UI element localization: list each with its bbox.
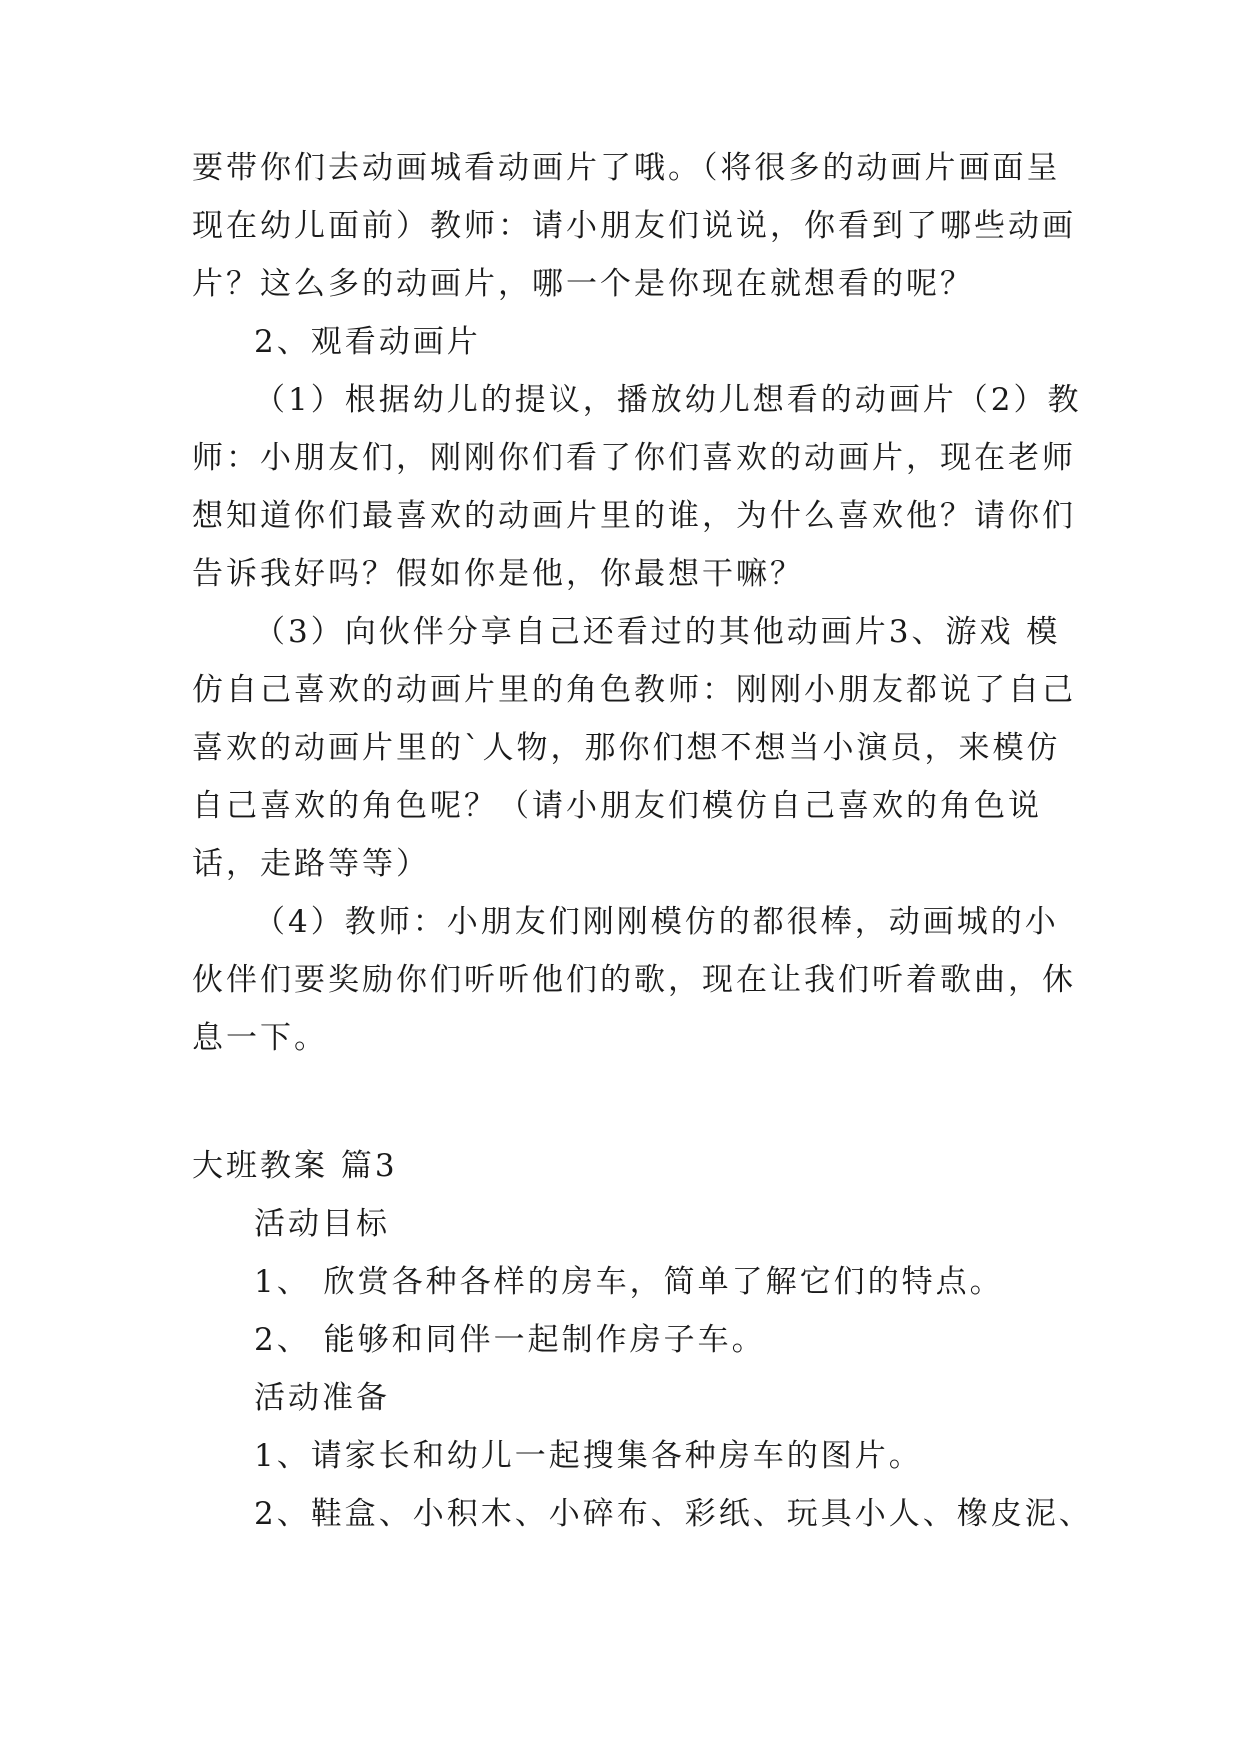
body-text-line: 要带你们去动画城看动画片了哦。（将很多的动画片画面呈 — [192, 150, 1061, 186]
body-text-line: 师：小朋友们，刚刚你们看了你们喜欢的动画片，现在老师 — [192, 440, 1076, 476]
body-text-line: 息一下。 — [192, 1020, 328, 1056]
body-text-line: 伙伴们要奖励你们听听他们的歌，现在让我们听着歌曲，休 — [192, 962, 1076, 998]
list-item: 1、 欣赏各种各样的房车，简单了解它们的特点。 — [254, 1264, 1004, 1300]
body-text-line: 现在幼儿面前）教师：请小朋友们说说，你看到了哪些动画 — [192, 208, 1076, 244]
body-text-line: 想知道你们最喜欢的动画片里的谁，为什么喜欢他？请你们 — [192, 498, 1076, 534]
section-heading: 活动准备 — [254, 1380, 390, 1416]
body-text-line: 自己喜欢的角色呢？（请小朋友们模仿自己喜欢的角色说 — [192, 788, 1042, 824]
body-text-line: 片？这么多的动画片，哪一个是你现在就想看的呢？ — [192, 266, 974, 302]
list-item: 2、 能够和同伴一起制作房子车。 — [254, 1322, 766, 1358]
body-text-line: （1）根据幼儿的提议，播放幼儿想看的动画片（2）教 — [254, 382, 1082, 418]
body-text-line: 告诉我好吗？假如你是他，你最想干嘛？ — [192, 556, 804, 592]
body-text-line: （3）向伙伴分享自己还看过的其他动画片3、游戏 模 — [254, 614, 1061, 650]
section-heading: 2、观看动画片 — [254, 324, 481, 360]
body-text-line: （4）教师：小朋友们刚刚模仿的都很棒，动画城的小 — [254, 904, 1059, 940]
body-text-line: 喜欢的动画片里的`人物，那你们想不想当小演员，来模仿 — [192, 730, 1061, 766]
list-item: 2、鞋盒、小积木、小碎布、彩纸、玩具小人、橡皮泥、 — [254, 1496, 1093, 1532]
section-heading: 活动目标 — [254, 1206, 390, 1242]
body-text-line: 话，走路等等） — [192, 846, 430, 882]
list-item: 1、请家长和幼儿一起搜集各种房车的图片。 — [254, 1438, 923, 1474]
body-text-line: 仿自己喜欢的动画片里的角色教师：刚刚小朋友都说了自己 — [192, 672, 1076, 708]
article-title: 大班教案 篇3 — [192, 1148, 398, 1184]
